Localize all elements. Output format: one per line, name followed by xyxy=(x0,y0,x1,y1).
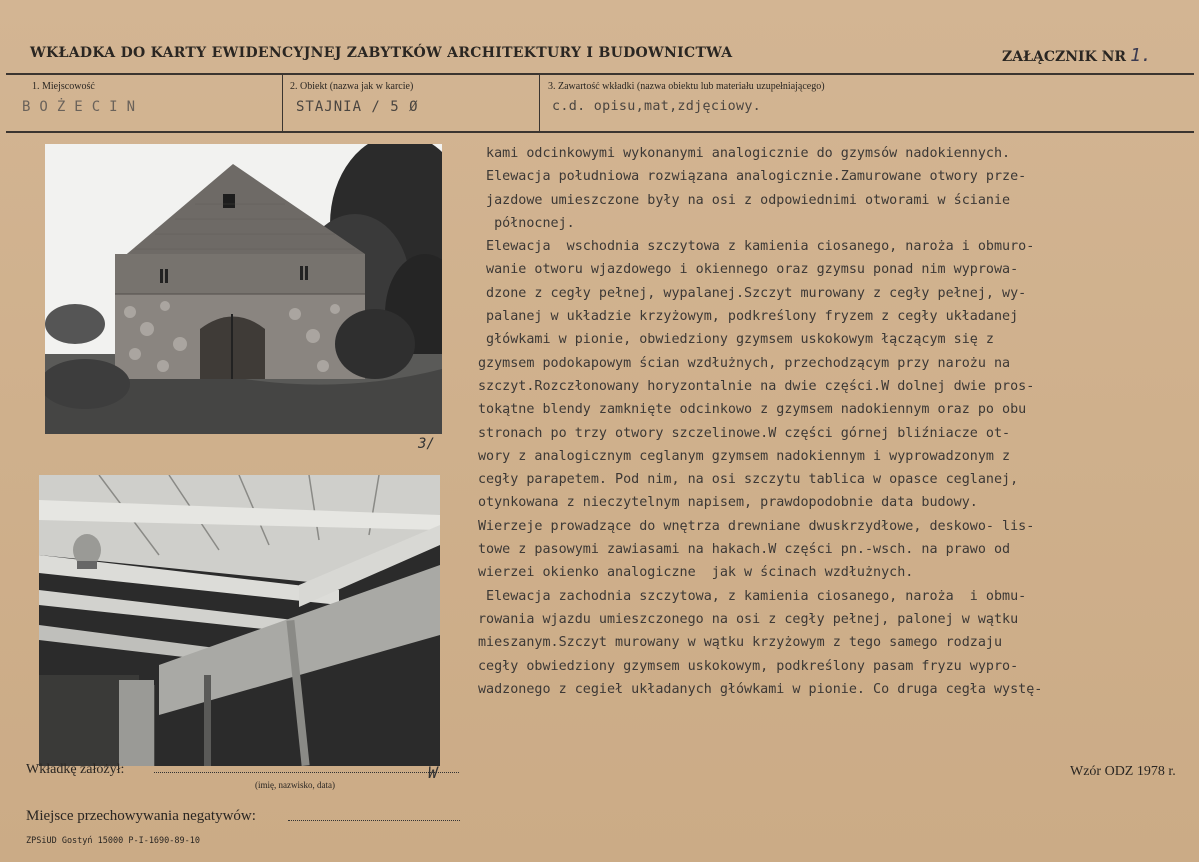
description-text xyxy=(478,142,1178,701)
annex-label-text: ZAŁĄCZNIK NR xyxy=(1002,49,1127,65)
barn-exterior-illustration xyxy=(45,144,442,434)
description-line: wanie otworu wjazdowego i okiennego oraz gzymsu ponad nim wyprowa- xyxy=(478,262,1019,278)
locality-value: BOŻECIN xyxy=(22,99,145,115)
header-rule-bottom xyxy=(6,131,1194,133)
description-line: Elewacja południowa rozwiązana analogicznie.Zamurowane otwory prze- xyxy=(478,169,1027,185)
card-title: WKŁADKA DO KARTY EWIDENCYJNEJ ZABYTKÓW ARCHITEKTURY I BUDOWNICTWA xyxy=(30,45,733,61)
header-rule-top xyxy=(6,73,1194,75)
description-line: Elewacja zachodnia szczytowa, z kamienia ciosanego, naroża i obmu- xyxy=(478,588,1027,604)
negatives-line xyxy=(288,820,460,821)
description-line: cegły parapetem. Pod nim, na osi szczytu tablica w opasce ceglanej, xyxy=(478,472,1019,488)
description-line: szczyt.Rozczłonowany horyzontalnie na dwie części.W dolnej dwie pros- xyxy=(478,378,1035,394)
barn-interior-photo xyxy=(39,475,440,766)
object-label: 2. Obiekt (nazwa jak w karcie) xyxy=(290,81,414,92)
object-value: STAJNIA / 5 Ø xyxy=(296,99,419,115)
description-line: palanej w układzie krzyżowym, podkreślony fryzem z cegły układanej xyxy=(478,309,1019,325)
description-line: mieszanym.Szczyt murowany w wątku krzyżowym z tego samego rodzaju xyxy=(478,635,1003,651)
photo-number: 3/ xyxy=(418,436,435,452)
description-line: wadzonego z cegieł układanych główkami w pionie. Co druga cegła wystę- xyxy=(478,681,1043,697)
description-line: Elewacja wschodnia szczytowa z kamienia ciosanego, naroża i obmuro- xyxy=(478,239,1035,255)
description-line: północnej. xyxy=(478,215,575,231)
description-line: tokątne blendy zamknięte odcinkowo z gzymsem nadokiennym oraz po obu xyxy=(478,402,1027,418)
placed-by-hint: (imię, nazwisko, data) xyxy=(255,780,335,790)
description-line: kami odcinkowymi wykonanymi analogicznie do gzymsów nadokiennych. xyxy=(478,146,1011,161)
description-line: rowania wjazdu umieszczonego na osi z cegły pełnej, palonej w wątku xyxy=(478,611,1019,627)
content-value: c.d. opisu,mat,zdjęciowy. xyxy=(552,99,762,114)
negatives-label: Miejsce przechowywania negatywów: xyxy=(26,808,256,824)
description-line: główkami w pionie, obwiedziony gzymsem uskokowym łączącym się z xyxy=(478,332,994,348)
print-info: ZPSiUD Gostyń 15000 P-I-1690-89-10 xyxy=(26,836,200,846)
description-line: towe z pasowymi zawiasami na hakach.W części pn.-wsch. na prawo od xyxy=(478,542,1011,558)
description-line: wory z analogicznym ceglanym gzymsem nadokiennym i wyprowadzonym z xyxy=(478,448,1011,464)
form-label: Wzór ODZ 1978 r. xyxy=(1070,764,1176,779)
description-line: stronach po trzy otwory szczelinowe.W części górnej bliźniacze ot- xyxy=(478,425,1011,441)
barn-exterior-photo xyxy=(45,144,442,434)
content-label: 3. Zawartość wkładki (nazwa obiektu lub materiału uzupełniającego) xyxy=(548,81,825,92)
barn-interior-illustration xyxy=(39,475,440,766)
placed-by-line xyxy=(154,772,459,773)
description-line: dzone z cegły pełnej, wypalanej.Szczyt murowany z cegły pełnej, wy- xyxy=(478,285,1027,301)
annex-label xyxy=(1002,45,1152,66)
locality-label: 1. Miejscowość xyxy=(32,81,95,92)
field-divider-2 xyxy=(539,75,540,131)
description-line: wierzei okienko analogiczne jak w ścinach wzdłużnych. xyxy=(478,565,914,581)
description-line: cegły obwiedziony gzymsem uskokowym, podkreślony pasam fryzu wypro- xyxy=(478,658,1019,674)
field-divider-1 xyxy=(282,75,283,131)
placed-by-signature: W xyxy=(428,763,438,782)
description-line: gzymsem podokapowym ścian wzdłużnych, przechodzącym przy narożu na xyxy=(478,355,1011,371)
placed-by-label: Wkładkę założył: xyxy=(26,762,125,777)
annex-number: 1. xyxy=(1130,45,1152,66)
description-line: otynkowana z nieczytelnym napisem, prawdopodobnie data budowy. xyxy=(478,495,978,511)
description-line: jazdowe umieszczone były na osi z odpowiednimi otworami w ścianie xyxy=(478,192,1011,208)
description-line: Wierzeje prowadzące do wnętrza drewniane dwuskrzydłowe, deskowo- lis- xyxy=(478,518,1035,534)
